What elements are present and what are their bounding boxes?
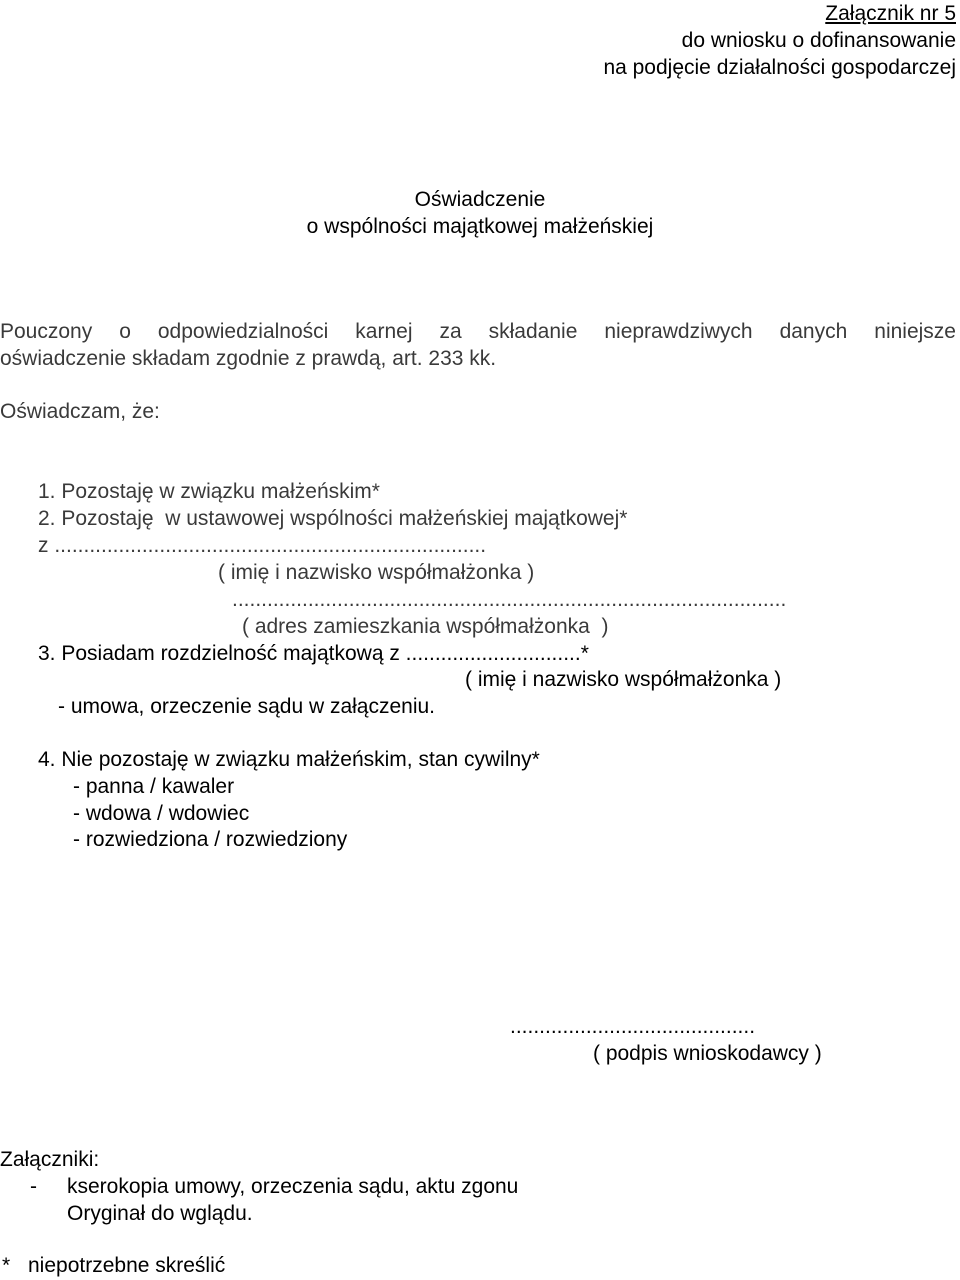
item-3-spouse-name-caption: ( imię i nazwisko współmałżonka ) [465,668,782,691]
item-1: 1. Pozostaję w związku małżeńskim* [38,480,380,503]
item-3: 3. Posiadam rozdzielność majątkową z ..............................* [38,642,589,665]
attachment-subtitle-line-1: do wniosku o dofinansowanie [681,29,956,52]
item-2-spouse-address-field: ............................................................................................... [232,588,787,611]
item-4: 4. Nie pozostaję w związku małżeńskim, stan cywilny* [38,748,540,771]
item-2: 2. Pozostaję w ustawowej wspólności małżeńskiej majątkowej* [38,507,628,530]
intro-line-2: oświadczenie składam zgodnie z prawdą, art. 233 kk. [0,347,497,370]
attachments-item-2: Oryginał do wglądu. [67,1202,253,1225]
item-2-spouse-name-caption: ( imię i nazwisko współmałżonka ) [218,561,535,584]
document-subtitle: o wspólności majątkowej małżeńskiej [306,215,654,238]
footnote-star: * [2,1254,11,1277]
footnote-text: niepotrzebne skreślić [28,1254,226,1277]
item-4-option-3: - rozwiedziona / rozwiedziony [73,828,348,851]
item-2-spouse-name-field: z .......................................................................... [38,534,487,557]
signature-field: .......................................... [510,1015,756,1038]
attachments-dash: - [30,1175,37,1198]
signature-caption: ( podpis wnioskodawcy ) [593,1042,822,1065]
item-2-spouse-address-caption: ( adres zamieszkania współmałżonka ) [242,615,609,638]
item-3-note: - umowa, orzeczenie sądu w załączeniu. [58,695,436,718]
attachment-number: Załącznik nr 5 [825,2,956,25]
attachments-item-1: kserokopia umowy, orzeczenia sądu, aktu zgonu [67,1175,519,1198]
item-4-option-2: - wdowa / wdowiec [73,802,250,825]
attachment-subtitle-line-2: na podjęcie działalności gospodarczej [603,56,956,79]
attachments-label: Załączniki: [0,1148,100,1171]
item-4-option-1: - panna / kawaler [73,775,235,798]
document-title: Oświadczenie [414,188,546,211]
declare-label: Oświadczam, że: [0,400,160,423]
intro-line-1: Pouczony o odpowiedzialności karnej za składanie nieprawdziwych danych niniejsze [0,320,956,343]
